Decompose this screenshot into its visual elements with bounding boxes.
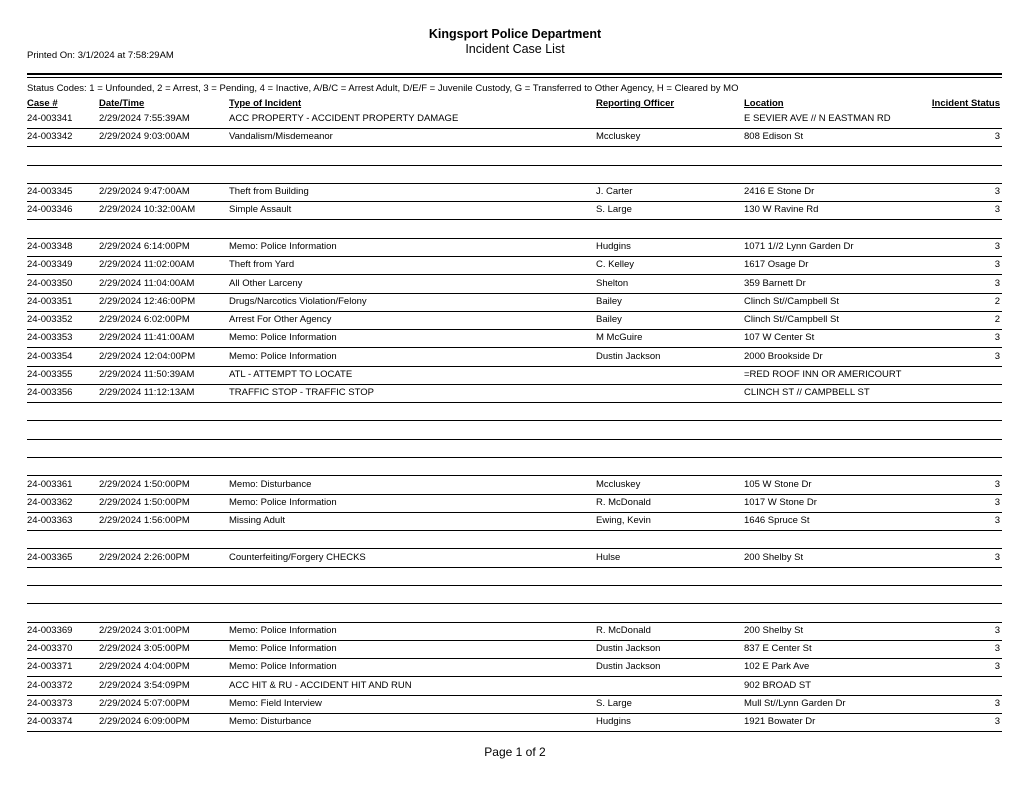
printed-on: Printed On: 3/1/2024 at 7:58:29AM bbox=[27, 50, 174, 61]
row-divider bbox=[27, 402, 1002, 403]
cell-location: CLINCH ST // CAMPBELL ST bbox=[744, 387, 870, 399]
cell-type: All Other Larceny bbox=[229, 277, 303, 289]
col-officer: Reporting Officer bbox=[596, 98, 675, 109]
row-divider bbox=[27, 695, 1002, 696]
row-divider bbox=[27, 567, 1002, 568]
cell-date: 2/29/2024 2:26:00PM bbox=[99, 551, 190, 563]
table-row bbox=[0, 387, 1030, 400]
cell-case: 24-003353 bbox=[27, 332, 73, 344]
cell-date: 2/29/2024 3:01:00PM bbox=[99, 624, 190, 636]
row-divider bbox=[27, 146, 1002, 147]
cell-case: 24-003374 bbox=[27, 716, 73, 728]
cell-officer: S. Large bbox=[596, 204, 632, 216]
row-divider bbox=[27, 548, 1002, 549]
cell-case: 24-003341 bbox=[27, 113, 73, 124]
cell-officer: S. Large bbox=[596, 697, 632, 709]
cell-officer: Bailey bbox=[596, 295, 622, 307]
cell-officer: Dustin Jackson bbox=[596, 643, 661, 655]
row-divider bbox=[27, 457, 1002, 458]
row-divider bbox=[27, 219, 1002, 220]
cell-status: 3 bbox=[994, 643, 1000, 655]
row-divider bbox=[27, 165, 1002, 166]
cell-type: Memo: Police Information bbox=[229, 496, 337, 508]
cell-type: Drugs/Narcotics Violation/Felony bbox=[229, 295, 367, 307]
cell-date: 2/29/2024 11:41:00AM bbox=[99, 332, 195, 344]
cell-case: 24-003369 bbox=[27, 624, 73, 636]
table-row bbox=[0, 643, 1030, 656]
row-divider bbox=[27, 640, 1002, 641]
cell-case: 24-003361 bbox=[27, 478, 73, 490]
table-row bbox=[0, 552, 1030, 565]
row-divider bbox=[27, 530, 1002, 531]
col-location: Location bbox=[744, 98, 784, 109]
cell-officer: Dustin Jackson bbox=[596, 350, 661, 362]
row-divider bbox=[27, 585, 1002, 586]
table-row bbox=[0, 607, 1030, 620]
table-row bbox=[0, 479, 1030, 492]
row-divider bbox=[27, 658, 1002, 659]
report-title: Incident Case List bbox=[465, 42, 565, 56]
cell-location: 837 E Center St bbox=[744, 643, 812, 655]
col-type: Type of Incident bbox=[229, 98, 302, 109]
table-row bbox=[0, 588, 1030, 601]
table-row bbox=[0, 296, 1030, 309]
cell-status: 2 bbox=[994, 295, 1000, 307]
header-rule-bottom bbox=[27, 77, 1002, 78]
cell-type: Counterfeiting/Forgery CHECKS bbox=[229, 551, 366, 563]
cell-officer: R. McDonald bbox=[596, 496, 651, 508]
cell-location: 105 W Stone Dr bbox=[744, 478, 812, 490]
table-row bbox=[0, 716, 1030, 729]
cell-status: 3 bbox=[994, 204, 1000, 216]
cell-location: Clinch St//Campbell St bbox=[744, 295, 840, 307]
cell-date: 2/29/2024 6:09:00PM bbox=[99, 716, 190, 728]
cell-status: 3 bbox=[994, 551, 1000, 563]
cell-officer: Ewing, Kevin bbox=[596, 515, 651, 527]
cell-date: 2/29/2024 11:50:39AM bbox=[99, 368, 195, 380]
cell-officer: M McGuire bbox=[596, 332, 643, 344]
cell-officer: Shelton bbox=[596, 277, 629, 289]
cell-case: 24-003351 bbox=[27, 295, 73, 307]
row-divider bbox=[27, 183, 1002, 184]
col-case: Case # bbox=[27, 98, 58, 109]
cell-date: 2/29/2024 11:12:13AM bbox=[99, 387, 195, 399]
cell-location: 1617 Osage Dr bbox=[744, 259, 809, 271]
cell-type: Memo: Police Information bbox=[229, 332, 337, 344]
table-row bbox=[0, 278, 1030, 291]
cell-type: Simple Assault bbox=[229, 204, 292, 216]
cell-type: Memo: Police Information bbox=[229, 661, 337, 673]
cell-type: ACC HIT & RU - ACCIDENT HIT AND RUN bbox=[229, 679, 412, 691]
cell-location: =RED ROOF INN OR AMERICOURT bbox=[744, 368, 902, 380]
cell-type: Theft from Yard bbox=[229, 259, 295, 271]
cell-location: 902 BROAD ST bbox=[744, 679, 812, 691]
table-row bbox=[0, 168, 1030, 181]
cell-case: 24-003346 bbox=[27, 204, 73, 216]
table-row bbox=[0, 680, 1030, 693]
row-divider bbox=[27, 384, 1002, 385]
cell-type: Memo: Field Interview bbox=[229, 697, 322, 709]
table-row bbox=[0, 424, 1030, 437]
cell-case: 24-003371 bbox=[27, 661, 73, 673]
column-headers bbox=[0, 98, 1030, 111]
row-divider bbox=[27, 128, 1002, 129]
cell-case: 24-003372 bbox=[27, 679, 73, 691]
cell-case: 24-003354 bbox=[27, 350, 73, 362]
row-divider bbox=[27, 293, 1002, 294]
cell-type: ATL - ATTEMPT TO LOCATE bbox=[229, 368, 353, 380]
cell-location: Mull St//Lynn Garden Dr bbox=[744, 697, 846, 709]
table-row bbox=[0, 497, 1030, 510]
cell-type: TRAFFIC STOP - TRAFFIC STOP bbox=[229, 387, 374, 399]
row-divider bbox=[27, 256, 1002, 257]
table-row bbox=[0, 259, 1030, 272]
cell-status: 3 bbox=[994, 332, 1000, 344]
row-divider bbox=[27, 622, 1002, 623]
cell-case: 24-003363 bbox=[27, 515, 73, 527]
cell-officer: Mccluskey bbox=[596, 131, 641, 143]
cell-officer: Bailey bbox=[596, 314, 622, 326]
cell-location: 102 E Park Ave bbox=[744, 661, 810, 673]
table-row bbox=[0, 241, 1030, 254]
cell-type: Vandalism/Misdemeanor bbox=[229, 131, 333, 143]
cell-case: 24-003350 bbox=[27, 277, 73, 289]
cell-status: 3 bbox=[994, 478, 1000, 490]
status-codes-legend: Status Codes: 1 = Unfounded, 2 = Arrest, 3 = Pending, 4 = Inactive, A/B/C = Arrest Adult, D/E/F = Juvenile Custody, G = Transferred to Other Agency, H = Cleared by MO bbox=[27, 83, 739, 94]
cell-type: Memo: Disturbance bbox=[229, 478, 312, 490]
cell-date: 2/29/2024 7:55:39AM bbox=[99, 113, 190, 124]
cell-location: 359 Barnett Dr bbox=[744, 277, 806, 289]
row-divider bbox=[27, 329, 1002, 330]
cell-case: 24-003356 bbox=[27, 387, 73, 399]
cell-status: 3 bbox=[994, 240, 1000, 252]
cell-location: 107 W Center St bbox=[744, 332, 815, 344]
cell-officer: Mccluskey bbox=[596, 478, 641, 490]
cell-status: 3 bbox=[994, 277, 1000, 289]
cell-date: 2/29/2024 3:05:00PM bbox=[99, 643, 190, 655]
cell-type: Theft from Building bbox=[229, 186, 309, 198]
header-rule-top bbox=[27, 73, 1002, 75]
cell-status: 3 bbox=[994, 661, 1000, 673]
cell-officer: J. Carter bbox=[596, 186, 633, 198]
table-row bbox=[0, 369, 1030, 382]
cell-case: 24-003365 bbox=[27, 551, 73, 563]
cell-status: 3 bbox=[994, 259, 1000, 271]
cell-date: 2/29/2024 1:50:00PM bbox=[99, 478, 190, 490]
table-row bbox=[0, 515, 1030, 528]
cell-status: 3 bbox=[994, 624, 1000, 636]
table-row bbox=[0, 186, 1030, 199]
table-row bbox=[0, 204, 1030, 217]
row-divider bbox=[27, 475, 1002, 476]
cell-location: 130 W Ravine Rd bbox=[744, 204, 819, 216]
cell-type: Memo: Police Information bbox=[229, 350, 337, 362]
cell-case: 24-003362 bbox=[27, 496, 73, 508]
table-row bbox=[0, 223, 1030, 236]
cell-case: 24-003355 bbox=[27, 368, 73, 380]
cell-officer: C. Kelley bbox=[596, 259, 635, 271]
cell-location: E SEVIER AVE // N EASTMAN RD bbox=[744, 113, 891, 124]
row-divider bbox=[27, 201, 1002, 202]
cell-date: 2/29/2024 11:02:00AM bbox=[99, 259, 195, 271]
row-divider bbox=[27, 420, 1002, 421]
cell-type: ACC PROPERTY - ACCIDENT PROPERTY DAMAGE bbox=[229, 113, 459, 124]
cell-date: 2/29/2024 4:04:00PM bbox=[99, 661, 190, 673]
cell-location: 808 Edison St bbox=[744, 131, 804, 143]
row-divider bbox=[27, 713, 1002, 714]
table-row bbox=[0, 698, 1030, 711]
cell-location: 1646 Spruce St bbox=[744, 515, 810, 527]
cell-date: 2/29/2024 12:04:00PM bbox=[99, 350, 196, 362]
table-row bbox=[0, 113, 1030, 126]
cell-officer: Hudgins bbox=[596, 240, 631, 252]
row-divider bbox=[27, 274, 1002, 275]
cell-case: 24-003370 bbox=[27, 643, 73, 655]
row-divider bbox=[27, 603, 1002, 604]
cell-date: 2/29/2024 1:56:00PM bbox=[99, 515, 190, 527]
cell-officer: Hulse bbox=[596, 551, 621, 563]
cell-date: 2/29/2024 10:32:00AM bbox=[99, 204, 196, 216]
table-row bbox=[0, 442, 1030, 455]
cell-type: Missing Adult bbox=[229, 515, 285, 527]
cell-case: 24-003352 bbox=[27, 314, 73, 326]
table-row bbox=[0, 661, 1030, 674]
cell-officer: Dustin Jackson bbox=[596, 661, 661, 673]
cell-location: 1921 Bowater Dr bbox=[744, 716, 816, 728]
table-row bbox=[0, 150, 1030, 163]
cell-case: 24-003342 bbox=[27, 131, 73, 143]
cell-case: 24-003348 bbox=[27, 240, 73, 252]
cell-location: 1071 1//2 Lynn Garden Dr bbox=[744, 240, 854, 252]
cell-officer: R. McDonald bbox=[596, 624, 651, 636]
table-row bbox=[0, 460, 1030, 473]
table-row bbox=[0, 332, 1030, 345]
cell-date: 2/29/2024 6:14:00PM bbox=[99, 240, 190, 252]
cell-type: Memo: Police Information bbox=[229, 624, 337, 636]
cell-location: 200 Shelby St bbox=[744, 551, 804, 563]
table-row bbox=[0, 131, 1030, 144]
cell-date: 2/29/2024 12:46:00PM bbox=[99, 295, 196, 307]
table-row bbox=[0, 625, 1030, 638]
table-row bbox=[0, 533, 1030, 546]
cell-status: 3 bbox=[994, 716, 1000, 728]
cell-location: Clinch St//Campbell St bbox=[744, 314, 840, 326]
cell-case: 24-003349 bbox=[27, 259, 73, 271]
cell-status: 3 bbox=[994, 496, 1000, 508]
row-divider bbox=[27, 494, 1002, 495]
cell-type: Memo: Police Information bbox=[229, 643, 337, 655]
cell-location: 2000 Brookside Dr bbox=[744, 350, 823, 362]
cell-date: 2/29/2024 3:54:09PM bbox=[99, 679, 190, 691]
cell-type: Memo: Police Information bbox=[229, 240, 337, 252]
row-divider bbox=[27, 238, 1002, 239]
cell-date: 2/29/2024 9:03:00AM bbox=[99, 131, 190, 143]
table-row bbox=[0, 405, 1030, 418]
row-divider bbox=[27, 311, 1002, 312]
page-number: Page 1 of 2 bbox=[484, 745, 546, 759]
col-status: Incident Status bbox=[931, 98, 1000, 109]
cell-location: 1017 W Stone Dr bbox=[744, 496, 817, 508]
table-row bbox=[0, 314, 1030, 327]
cell-location: 200 Shelby St bbox=[744, 624, 804, 636]
cell-officer: Hudgins bbox=[596, 716, 631, 728]
cell-case: 24-003373 bbox=[27, 697, 73, 709]
row-divider bbox=[27, 366, 1002, 367]
cell-date: 2/29/2024 5:07:00PM bbox=[99, 697, 190, 709]
cell-status: 2 bbox=[994, 314, 1000, 326]
row-divider bbox=[27, 347, 1002, 348]
cell-status: 3 bbox=[994, 515, 1000, 527]
table-row bbox=[0, 351, 1030, 364]
cell-date: 2/29/2024 6:02:00PM bbox=[99, 314, 190, 326]
cell-status: 3 bbox=[994, 350, 1000, 362]
cell-date: 2/29/2024 11:04:00AM bbox=[99, 277, 195, 289]
department-title: Kingsport Police Department bbox=[428, 27, 602, 41]
row-divider bbox=[27, 439, 1002, 440]
cell-location: 2416 E Stone Dr bbox=[744, 186, 815, 198]
row-divider bbox=[27, 676, 1002, 677]
cell-type: Arrest For Other Agency bbox=[229, 314, 332, 326]
cell-case: 24-003345 bbox=[27, 186, 73, 198]
cell-type: Memo: Disturbance bbox=[229, 716, 312, 728]
col-date: Date/Time bbox=[99, 98, 145, 109]
table-row bbox=[0, 570, 1030, 583]
row-divider bbox=[27, 512, 1002, 513]
cell-status: 3 bbox=[994, 131, 1000, 143]
cell-date: 2/29/2024 1:50:00PM bbox=[99, 496, 190, 508]
cell-date: 2/29/2024 9:47:00AM bbox=[99, 186, 190, 198]
cell-status: 3 bbox=[994, 186, 1000, 198]
row-divider bbox=[27, 731, 1002, 732]
cell-status: 3 bbox=[994, 697, 1000, 709]
